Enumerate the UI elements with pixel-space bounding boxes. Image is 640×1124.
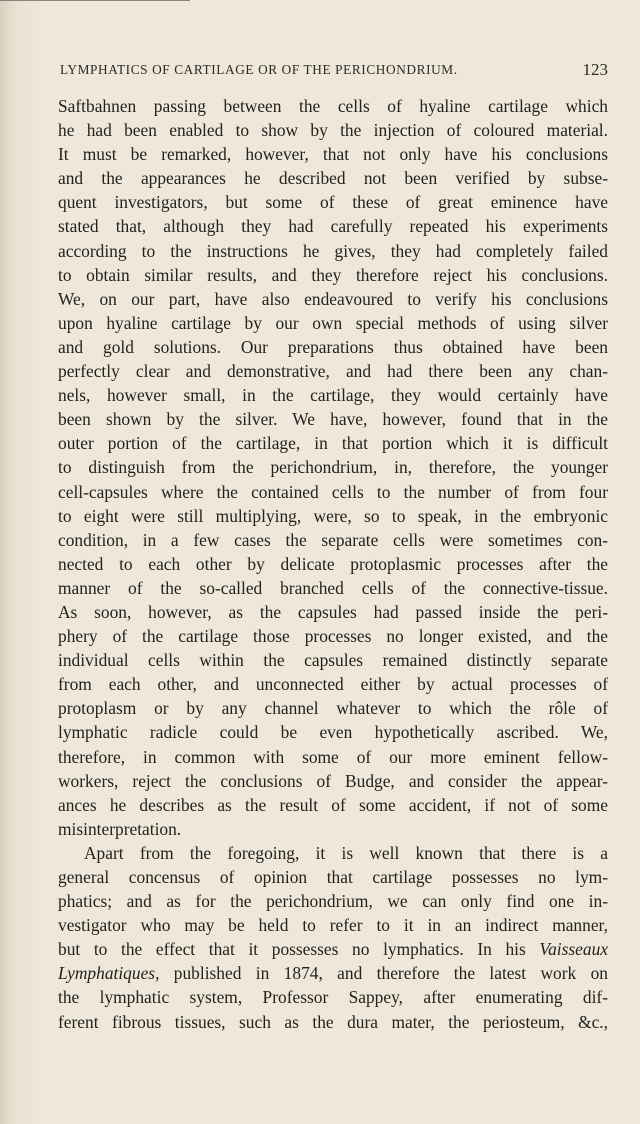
text-line: been shown by the silver. We have, however, found that in the <box>58 409 608 430</box>
text-line: nels, however small, in the cartilage, they would certainly have <box>58 385 608 406</box>
text-line: workers, reject the conclusions of Budge, and consider the appear- <box>58 770 608 791</box>
text-line: phatics; and as for the perichondrium, we can only find one in- <box>58 891 608 912</box>
text-line: It must be remarked, however, that not only have his conclusions <box>58 144 608 165</box>
body-text <box>58 94 608 1034</box>
paragraph-start-line: Apart from the foregoing, it is well known that there is a <box>84 842 608 863</box>
text-line: ferent fibrous tissues, such as the dura mater, the periosteum, &c., <box>58 1011 608 1032</box>
text-line-with-title <box>58 937 608 961</box>
text-line: We, on our part, have also endeavoured to verify his conclusions <box>58 288 608 309</box>
text-line: condition, in a few cases the separate cells were sometimes con- <box>58 529 608 550</box>
line-text: , published in 1874, and therefore the latest work on <box>155 963 608 984</box>
text-line: therefore, in common with some of our more eminent fellow- <box>58 746 608 767</box>
text-line: protoplasm or by any channel whatever to which the rôle of <box>58 698 608 719</box>
text-line: As soon, however, as the capsules had passed inside the peri- <box>58 601 608 622</box>
text-line: stated that, although they had carefully repeated his experiments <box>58 216 608 237</box>
text-line: and gold solutions. Our preparations thus obtained have been <box>58 336 608 357</box>
text-line: upon hyaline cartilage by our own special methods of using silver <box>58 312 608 333</box>
text-line: Saftbahnen passing between the cells of hyaline cartilage which <box>58 96 608 116</box>
text-line: manner of the so-called branched cells of the connective-tissue. <box>58 577 608 598</box>
text-line: cell-capsules where the contained cells to the number of from four <box>58 481 608 502</box>
page-header <box>56 60 608 86</box>
text-line: outer portion of the cartilage, in that portion which it is difficult <box>58 433 608 454</box>
page-number: 123 <box>582 60 608 79</box>
running-head: LYMPHATICS OF CARTILAGE OR OF THE PERICHONDRIUM. <box>60 62 458 77</box>
text-line: perfectly clear and demonstrative, and had there been any chan- <box>58 361 608 382</box>
text-line: to eight were still multiplying, were, so to speak, in the embryonic <box>58 505 608 526</box>
page-top-edge <box>0 0 190 7</box>
text-line: lymphatic radicle could be even hypothetically ascribed. We, <box>58 722 608 743</box>
text-line: the lymphatic system, Professor Sappey, after enumerating dif- <box>58 987 608 1008</box>
italic-book-title: Lymphatiques <box>58 963 156 984</box>
text-line: and the appearances he described not been verified by subse- <box>58 168 608 189</box>
text-line: ances he describes as the result of some accident, if not of some <box>58 794 608 815</box>
text-line: vestigator who may be held to refer to it in an indirect manner, <box>58 915 608 936</box>
text-line: according to the instructions he gives, they had completely failed <box>58 240 608 261</box>
text-line: he had been enabled to show by the injection of coloured material. <box>58 120 608 141</box>
text-line: phery of the cartilage those processes no longer existed, and the <box>58 626 608 647</box>
italic-book-title: Vaisseaux <box>539 939 609 960</box>
text-line: to distinguish from the perichondrium, in, therefore, the younger <box>58 457 608 478</box>
text-line: nected to each other by delicate protoplasmic processes after the <box>58 553 608 574</box>
text-line: from each other, and unconnected either by actual processes of <box>58 674 608 695</box>
text-line: quent investigators, but some of these of great eminence have <box>58 192 608 213</box>
paragraph-end-line: misinterpretation. <box>58 818 182 839</box>
text-line-with-title <box>58 961 608 985</box>
text-line: individual cells within the capsules remained distinctly separate <box>58 650 608 671</box>
line-text: but to the effect that it possesses no lymphatics. In his <box>58 939 526 960</box>
text-line: general concensus of opinion that cartilage possesses no lym- <box>58 867 608 887</box>
text-line: to obtain similar results, and they therefore reject his conclusions. <box>58 264 608 285</box>
